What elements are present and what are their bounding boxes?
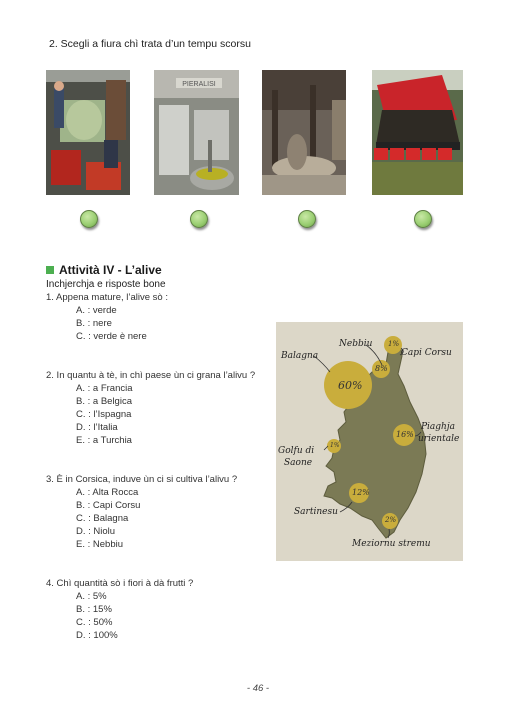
section-heading — [46, 263, 162, 277]
region-label-golfu: Golfu di — [278, 446, 315, 456]
answer-option[interactable]: C. : l’Ispagna — [76, 409, 132, 420]
photo-olive-machine — [46, 70, 130, 195]
answer-option[interactable]: B. : a Belgica — [76, 396, 132, 407]
region-label-capi-corsu: Capi Corsu — [401, 348, 452, 358]
green-square-icon — [46, 266, 54, 274]
question-2: 2. In quantu à tè, in chì paese ùn ci grana l’alivu ? — [46, 370, 256, 381]
percent-balagna: 60% — [338, 379, 363, 392]
exercise-2-title: 2. Scegli a fiura chì trata d’un tempu scorsu — [49, 38, 251, 50]
percent-piaghja: 16% — [396, 430, 414, 439]
answer-option[interactable]: A. : Alta Rocca — [76, 487, 139, 498]
answer-option[interactable]: D. : 100% — [76, 630, 118, 641]
answer-option[interactable]: B. : 15% — [76, 604, 112, 615]
answer-option[interactable]: A. : verde — [76, 305, 117, 316]
percent-golfu: 1% — [330, 442, 340, 449]
answer-option[interactable]: A. : 5% — [76, 591, 107, 602]
region-label-meziornu: Meziornu stremu — [352, 539, 431, 549]
question-1: 1. Appena mature, l’alive sò : — [46, 292, 168, 303]
percent-nebbiu: 8% — [375, 364, 388, 373]
select-circle-photo-1[interactable] — [80, 210, 98, 228]
answer-option[interactable]: C. : verde è nere — [76, 331, 147, 342]
photo-olive-harvest — [372, 70, 463, 195]
section-title: Attività IV - L’alive — [59, 263, 162, 277]
region-label-urientale: urientale — [418, 434, 460, 444]
answer-option[interactable]: C. : 50% — [76, 617, 113, 628]
answer-option[interactable]: E. : Nebbiu — [76, 539, 123, 550]
region-label-piaghja: Piaghja — [421, 422, 456, 432]
pieralisi-sign: PIERALISI — [182, 81, 216, 88]
answer-option[interactable]: E. : a Turchia — [76, 435, 132, 446]
question-4: 4. Chì quantità sò i fiori à dà frutti ? — [46, 578, 194, 589]
photo-stone-mill — [262, 70, 346, 195]
section-subtitle: Inchjerchja e risposte bone — [46, 279, 166, 290]
answer-option[interactable]: B. : Capi Corsu — [76, 500, 141, 511]
photo-modern-press — [154, 70, 239, 195]
answer-option[interactable]: A. : a Francia — [76, 383, 133, 394]
answer-option[interactable]: D. : l’Italia — [76, 422, 118, 433]
select-circle-photo-4[interactable] — [414, 210, 432, 228]
region-label-nebbiu: Nebbiu — [339, 339, 373, 349]
region-label-sartinesu: Sartinesu — [294, 507, 338, 517]
region-label-balagna: Balagna — [281, 351, 319, 361]
answer-option[interactable]: B. : nere — [76, 318, 112, 329]
corsica-olive-map — [276, 322, 463, 561]
question-3: 3. È in Corsica, induve ùn ci si cultiva l’alivu ? — [46, 474, 238, 485]
page-number: - 46 - — [246, 683, 270, 694]
answer-option[interactable]: C. : Balagna — [76, 513, 129, 524]
region-label-saone: Saone — [284, 458, 313, 468]
percent-capi-corsu: 1% — [388, 340, 400, 348]
percent-meziornu: 2% — [385, 516, 397, 524]
answer-option[interactable]: D. : Niolu — [76, 526, 116, 537]
select-circle-photo-3[interactable] — [298, 210, 316, 228]
percent-sartinesu: 12% — [352, 488, 370, 497]
select-circle-photo-2[interactable] — [190, 210, 208, 228]
